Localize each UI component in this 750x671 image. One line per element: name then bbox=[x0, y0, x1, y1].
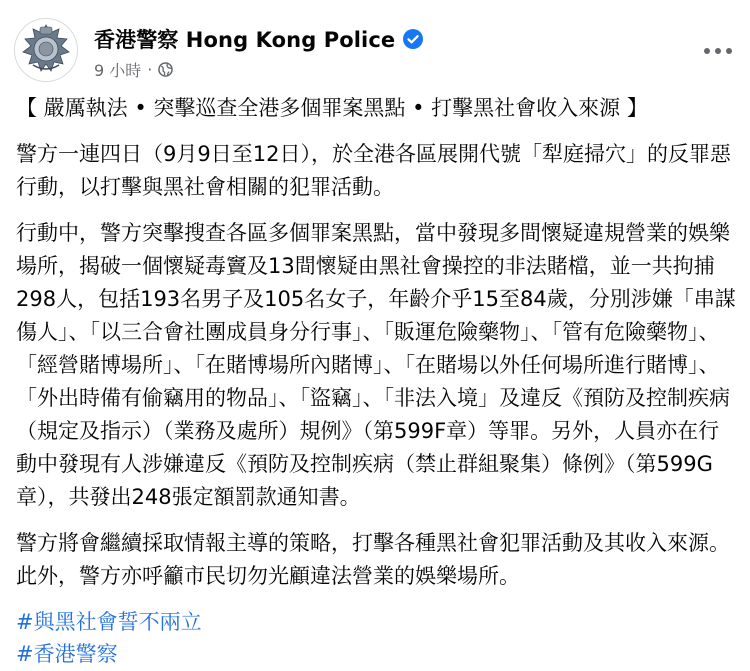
post-paragraph-3: 警方將會繼續採取情報主導的策略，打擊各種黑社會犯罪活動及其收入來源。此外，警方亦呼籲市民切勿光顧違法營業的娛樂場所。 bbox=[16, 531, 730, 588]
post-body bbox=[16, 92, 738, 670]
police-badge-icon bbox=[15, 19, 77, 81]
hashtag-link[interactable]: #與黑社會誓不兩立 bbox=[16, 610, 202, 634]
post-paragraph-1: 警方一連四日（9月9日至12日），於全港各區展開代號「犁庭掃穴」的反罪惡行動，以打擊與黑社會相關的犯罪活動。 bbox=[16, 142, 731, 199]
page-name[interactable]: 香港警察 Hong Kong Police bbox=[94, 28, 396, 52]
more-options-icon[interactable] bbox=[704, 40, 732, 62]
page-name-row bbox=[94, 24, 423, 54]
page-avatar[interactable] bbox=[14, 18, 78, 82]
hashtag-list bbox=[16, 606, 738, 670]
post-paragraph-2: 行動中，警方突擊搜查各區多個罪案黑點，當中發現多間懷疑違規營業的娛樂場所，揭破一個懷疑毒竇及13間懷疑由黑社會操控的非法賭檔，並一共拘捕298人，包括193名男子及105名女子，年齡介乎15至84歲，分別涉嫌「串謀傷人」、「以三合會社團成員身分行事」、「販運危險藥物」、「管有危險藥物」、「經營賭博場所」、「在賭博場所內賭博」、「在賭場以外任何場所進行賭博」、「外出時備有偷竊用的物品」、「盜竊」、「非法入境」及違反《預防及控制疾病（規定及指示）（業務及處所）規例》（第599F章）等罪。另外，人員亦在行動中發現有人涉嫌違反《預防及控制疾病（禁止群組聚集）條例》（第599G章），共發出248張定額罰款通知書。 bbox=[16, 221, 736, 509]
more-dot bbox=[704, 48, 710, 54]
post-meta bbox=[94, 58, 173, 80]
more-dot bbox=[715, 48, 721, 54]
hashtag-link[interactable]: #香港警察 bbox=[16, 642, 118, 666]
more-dot bbox=[726, 48, 732, 54]
meta-separator: · bbox=[147, 59, 153, 79]
post-headline: 【 嚴厲執法 • 突擊巡查全港多個罪案黑點 • 打擊黑社會收入來源 】 bbox=[16, 96, 648, 120]
post-header bbox=[14, 14, 736, 88]
post-timestamp[interactable]: 9 小時 bbox=[94, 60, 142, 80]
globe-icon[interactable] bbox=[158, 62, 173, 77]
verified-badge-icon bbox=[403, 29, 423, 49]
